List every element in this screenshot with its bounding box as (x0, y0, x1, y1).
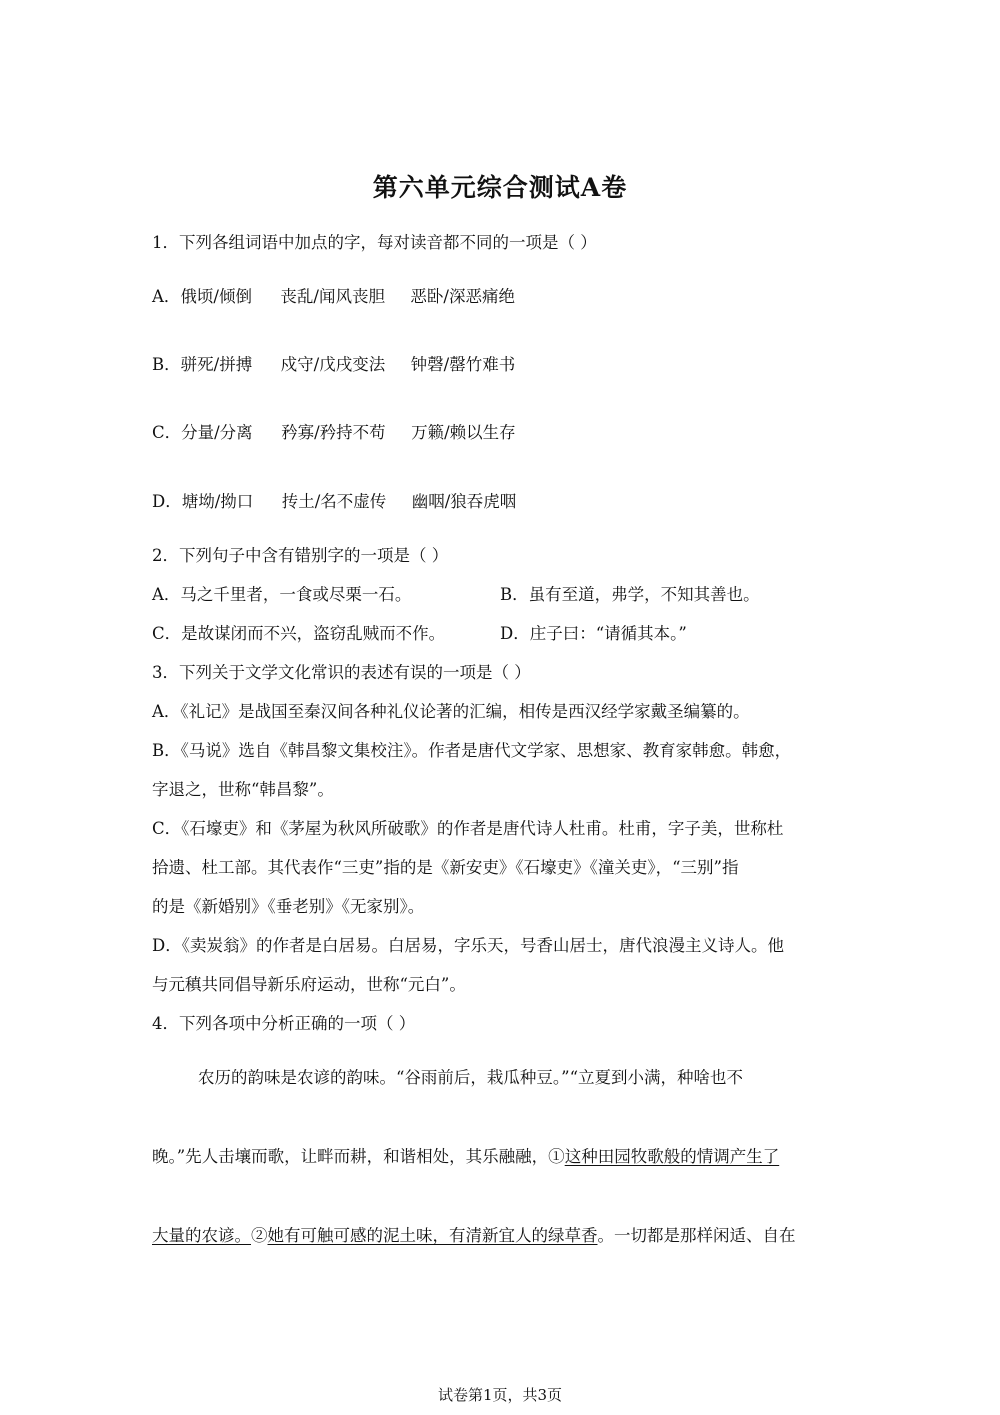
word-group: 戍守/戊戌变法 (280, 355, 386, 374)
word-group: 塘坳/拗口 (181, 492, 254, 511)
option-letter: D． (152, 492, 182, 511)
q4-passage-line3 (152, 1226, 796, 1246)
option-letter: C． (152, 423, 182, 442)
q2-option-a: A．马之千里者，一食或尽栗一石。 (152, 585, 412, 604)
q4-passage-line1: 农历的韵味是农谚的韵味。“谷雨前后，栽瓜种豆。”“立夏到小满，种啥也不 (198, 1068, 744, 1087)
q2-option-c: C．是故谋闭而不兴，盗窃乱贼而不作。 (152, 624, 446, 643)
page-title: 第六单元综合测试A卷 (372, 173, 628, 202)
sentence-marker: ② (251, 1226, 268, 1245)
q1-stem: 1．下列各组词语中加点的字，每对读音都不同的一项是（ ） (152, 233, 597, 252)
word-group: 幽咽/狼吞虎咽 (411, 492, 517, 511)
word-group: 万籁/赖以生存 (411, 423, 516, 442)
q2-option-b: B．虽有至道，弗学，不知其善也。 (500, 585, 760, 604)
word-group: 俄顷/倾倒 (180, 287, 252, 306)
q3-option-a: A．《礼记》是战国至秦汉间各种礼仪论著的汇编，相传是西汉经学家戴圣编纂的。 (152, 702, 750, 721)
q1-option-d (152, 492, 516, 512)
q2-stem: 2．下列句子中含有错别字的一项是（ ） (152, 546, 449, 565)
underlined-sentence-1-end: 大量的农谚。 (152, 1226, 251, 1245)
q3-option-d-line1: D．《卖炭翁》的作者是白居易。白居易，字乐天，号香山居士，唐代浪漫主义诗人。他 (152, 936, 784, 955)
word-group: 分量/分离 (181, 423, 253, 442)
q3-option-c-line2: 拾遗、杜工部。其代表作“三吏”指的是《新安吏》《石壕吏》《潼关吏》，“三别”指 (152, 858, 739, 877)
underlined-sentence-2: 她有可触可感的泥土味，有清新宜人的绿草香 (267, 1226, 598, 1245)
q1-option-a (152, 287, 515, 307)
q4-stem: 4．下列各项中分析正确的一项（ ） (152, 1014, 416, 1033)
q3-option-b-line2: 字退之，世称“韩昌黎”。 (152, 780, 334, 799)
word-group: 骈死/拼搏 (180, 355, 253, 374)
word-group: 恶卧/深恶痛绝 (410, 287, 515, 306)
q3-stem: 3．下列关于文学文化常识的表述有误的一项是（ ） (152, 663, 531, 682)
page-footer: 试卷第1页，共3页 (437, 1386, 563, 1404)
underlined-sentence-1: 这种田园牧歌般的情调产生了 (564, 1147, 780, 1166)
word-group: 矜寡/矜持不苟 (281, 423, 386, 442)
q2-option-d: D．庄子曰：“请循其本。” (500, 624, 687, 643)
q3-option-b-line1: B．《马说》选自《韩昌黎文集校注》。作者是唐代文学家、思想家、教育家韩愈。韩愈， (152, 741, 792, 760)
option-letter: A． (152, 287, 181, 306)
word-group: 钟磬/罄竹难书 (410, 355, 516, 374)
word-group: 丧乱/闻风丧胆 (280, 287, 385, 306)
q3-option-c-line1: C．《石壕吏》和《茅屋为秋风所破歌》的作者是唐代诗人杜甫。杜甫，字子美，世称杜 (152, 819, 784, 838)
word-group: 抟土/名不虚传 (281, 492, 387, 511)
q4-passage-line2 (152, 1147, 779, 1167)
passage-text: 晚。”先人击壤而歌，让畔而耕，和谐相处，其乐融融，① (152, 1147, 565, 1166)
q3-option-c-line3: 的是《新婚别》《垂老别》《无家别》。 (152, 897, 425, 916)
q3-option-d-line2: 与元稹共同倡导新乐府运动，世称“元白”。 (152, 975, 466, 994)
q1-option-c (152, 423, 516, 443)
q1-option-b (152, 355, 515, 375)
option-letter: B． (152, 355, 181, 374)
passage-text: 。一切都是那样闲适、自在 (597, 1226, 796, 1245)
